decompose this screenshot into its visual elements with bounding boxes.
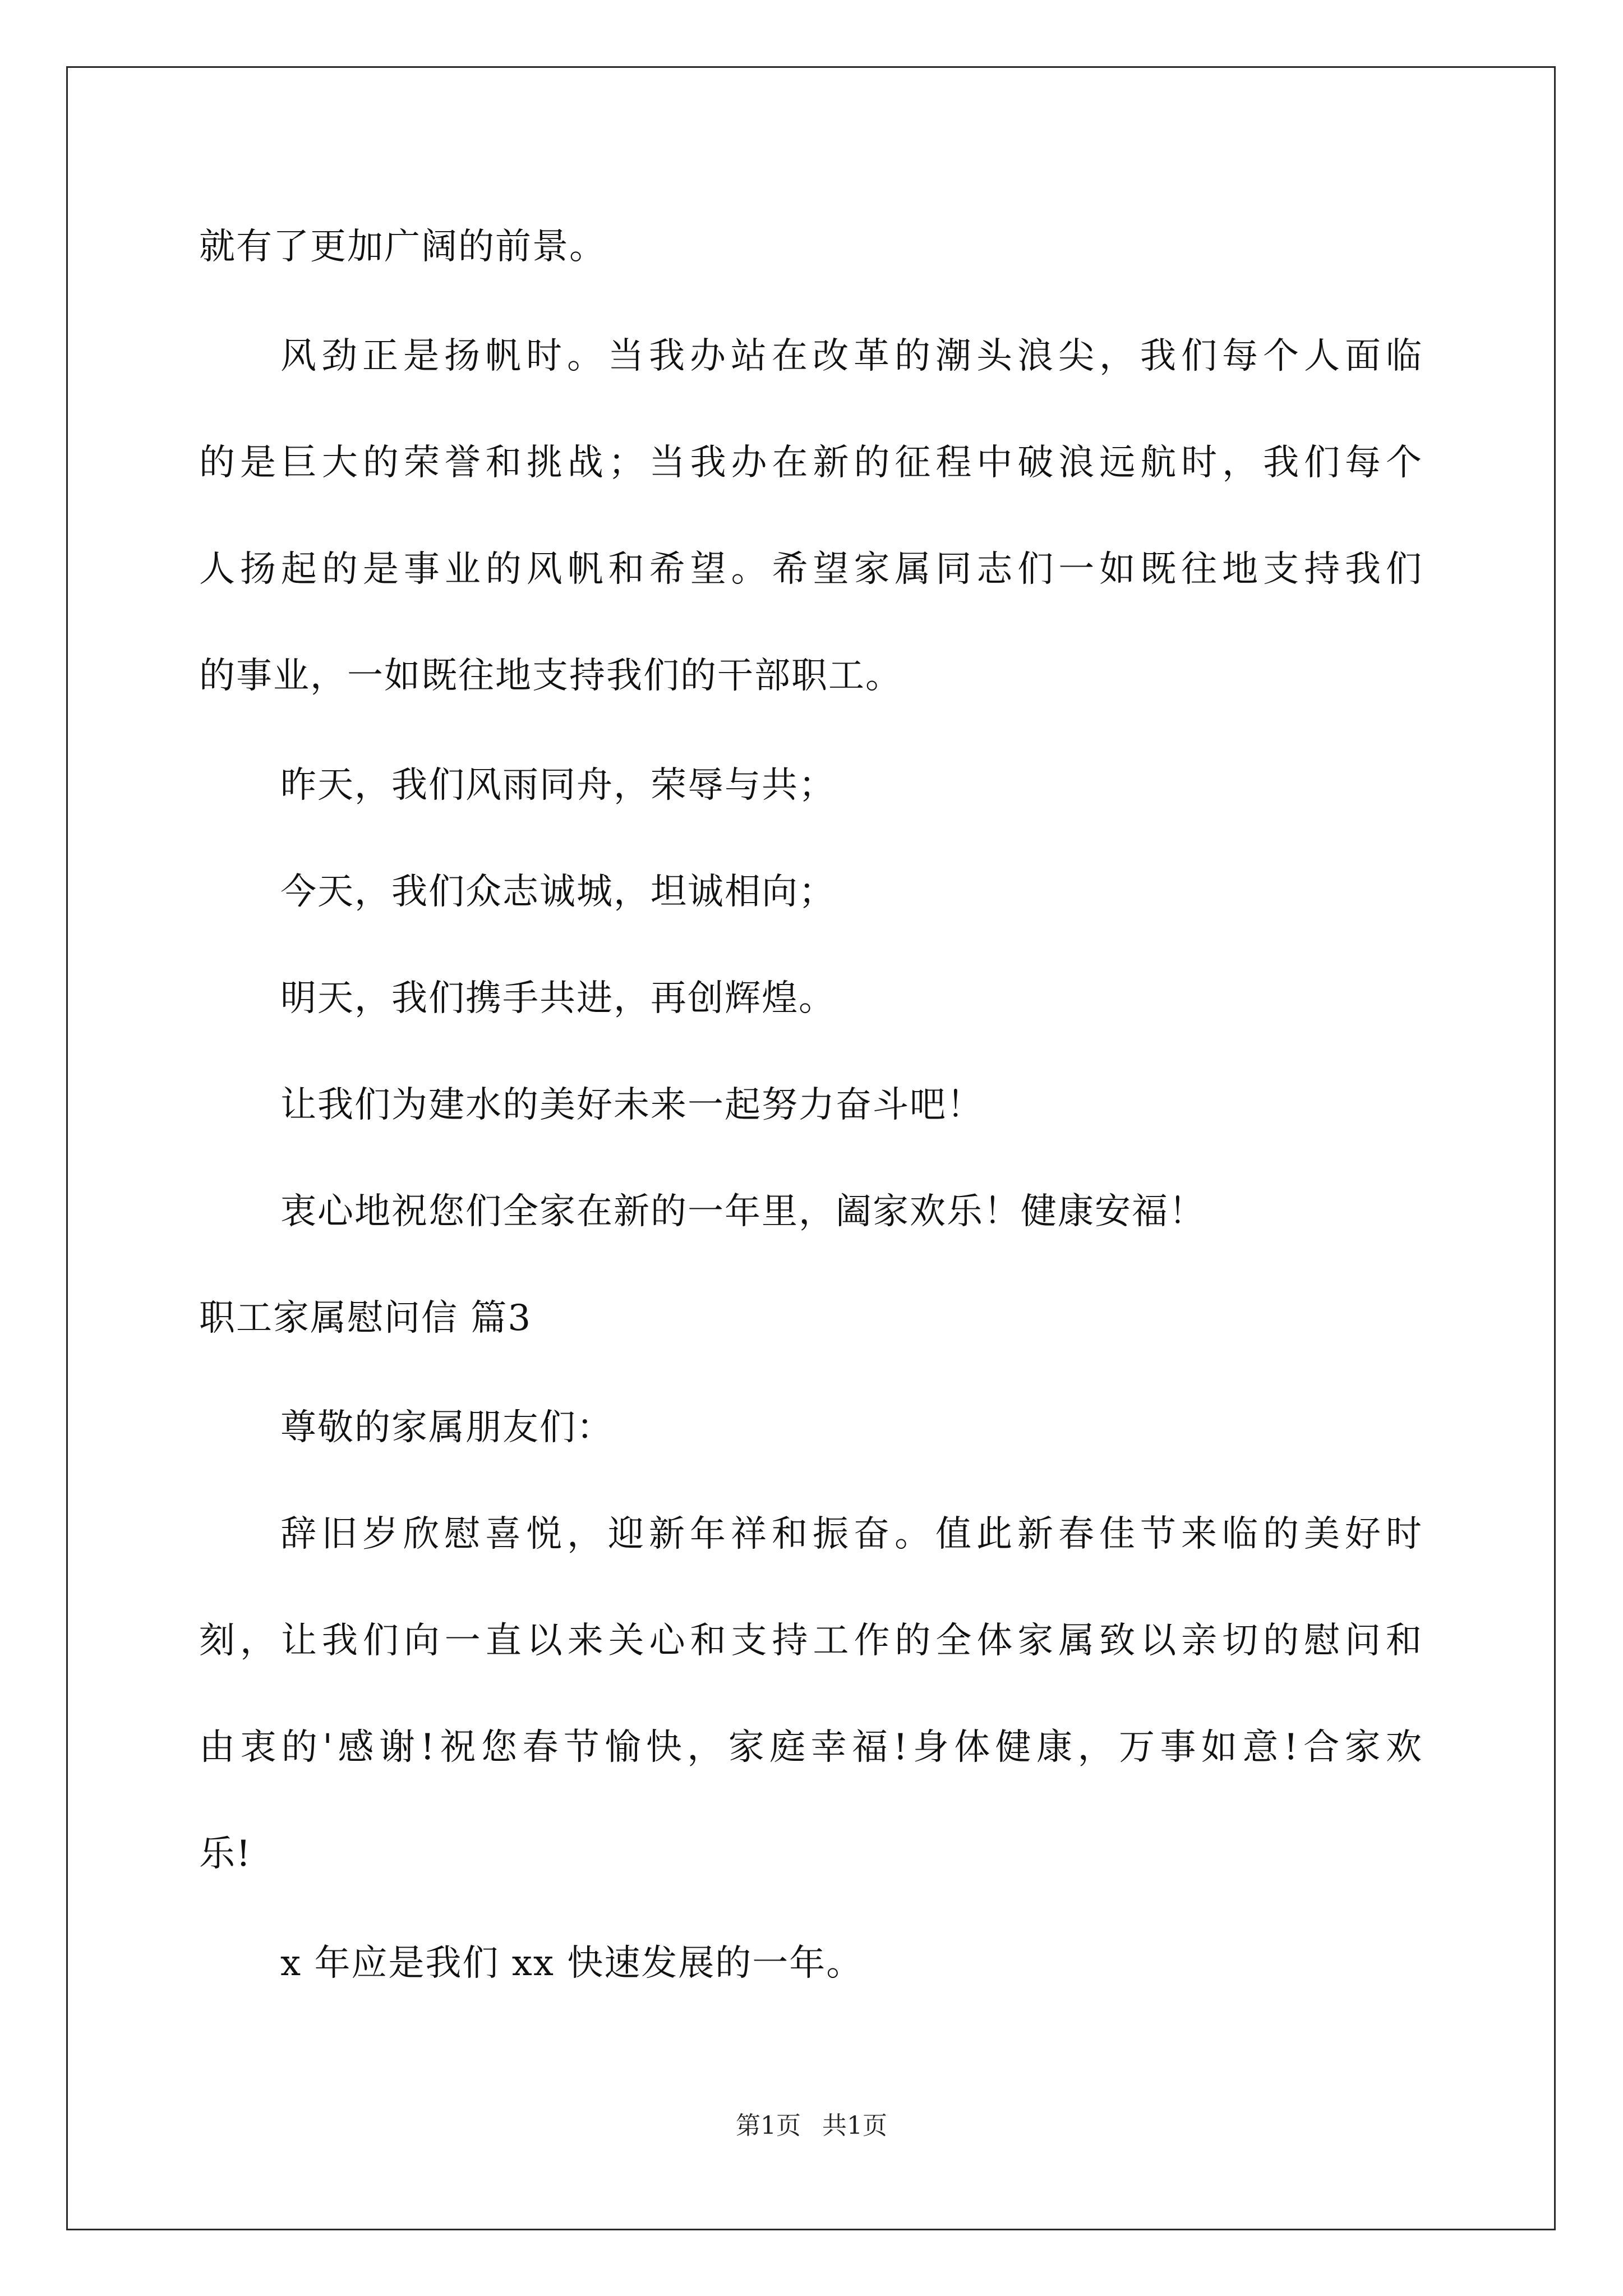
text-line: 昨天，我们风雨同舟，荣辱与共； bbox=[280, 765, 836, 806]
text-line: 由衷的'感谢!祝您春节愉快，家庭幸福!身体健康，万事如意!合家欢 bbox=[199, 1727, 1422, 1768]
section-heading: 职工家属慰问信 篇3 bbox=[199, 1297, 532, 1339]
text-line: 明天，我们携手共进，再创辉煌。 bbox=[280, 978, 836, 1019]
text-line: 的事业，一如既往地支持我们的干部职工。 bbox=[199, 655, 902, 697]
text-line: x 年应是我们 xx 快速发展的一年。 bbox=[280, 1943, 864, 1984]
text-line: 风劲正是扬帆时。当我办站在改革的潮头浪尖，我们每个人面临 bbox=[280, 335, 1422, 377]
text-line: 人扬起的是事业的风帆和希望。希望家属同志们一如既往地支持我们 bbox=[199, 549, 1422, 590]
text-line: 乐! bbox=[199, 1833, 252, 1875]
page-number: 第1页 bbox=[736, 2111, 801, 2140]
page-border bbox=[66, 66, 1556, 2230]
text-line: 的是巨大的荣誉和挑战；当我办在新的征程中破浪远航时，我们每个 bbox=[199, 442, 1422, 484]
text-line: 辞旧岁欣慰喜悦，迎新年祥和振奋。值此新春佳节来临的美好时 bbox=[280, 1513, 1422, 1555]
text-line: 今天，我们众志诚城，坦诚相向； bbox=[280, 871, 836, 913]
text-line: 刻，让我们向一直以来关心和支持工作的全体家属致以亲切的慰问和 bbox=[199, 1620, 1422, 1662]
page-footer bbox=[0, 2109, 1623, 2143]
text-line: 让我们为建水的美好未来一起努力奋斗吧！ bbox=[280, 1084, 984, 1126]
page-total: 共1页 bbox=[822, 2111, 887, 2140]
text-line: 就有了更加广阔的前景。 bbox=[199, 226, 606, 268]
salutation: 尊敬的家属朋友们： bbox=[280, 1407, 614, 1448]
text-line: 衷心地祝您们全家在新的一年里，阖家欢乐！健康安福！ bbox=[280, 1191, 1206, 1232]
